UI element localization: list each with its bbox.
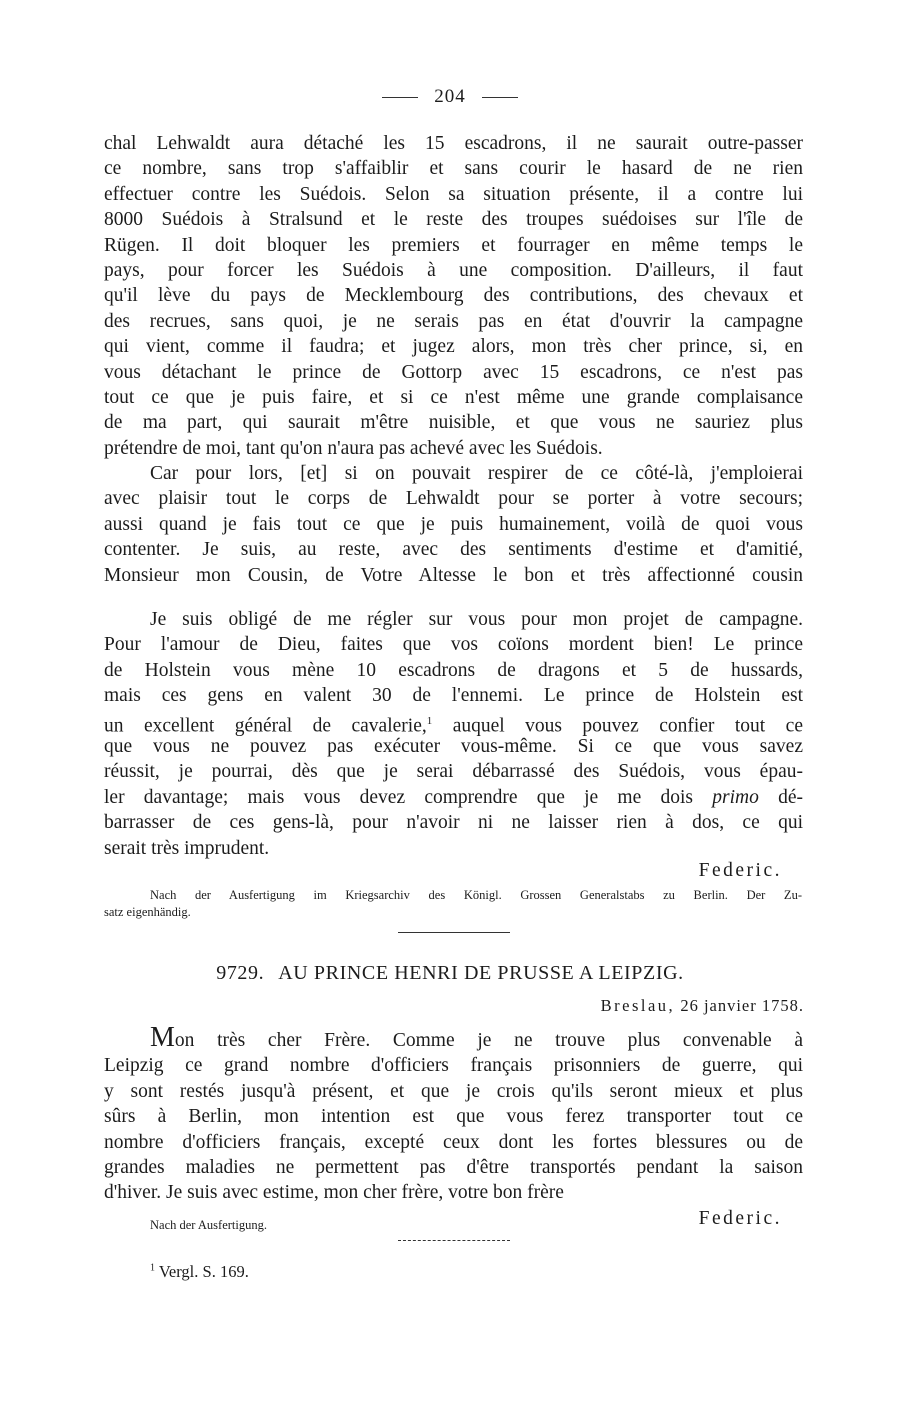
text-line: y sont restés jusqu'à présent, et que je crois qu'ils seront mieux et plus [104,1080,803,1102]
text-line: des recrues, sans quoi, je ne serais pas en état d'ouvrir la campagne [104,310,803,332]
header-dash-left [382,97,418,98]
text-segment: un excellent général de cavalerie, [104,715,427,737]
text-line: Rügen. Il doit bloquer les premiers et fourrager en même temps le [104,234,803,256]
source-note-letter1-cont: satz eigenhändig. [104,905,191,919]
letter2-heading [0,962,900,985]
text-line: mais ces gens en valent 30 de l'ennemi. Le prince de Holstein est [104,685,803,707]
text-line: pays, pour forcer les Suédois à une composition. D'ailleurs, il faut [104,259,803,281]
text-segment: auquel vous pouvez confier tout ce [432,715,803,737]
text-line: serait très imprudent. [104,837,270,859]
letter-title: AU PRINCE HENRI DE PRUSSE A LEIPZIG. [278,962,684,984]
letter1-paragraph-1 [104,131,803,461]
footnote [150,1262,249,1282]
source-note-line: Nach der Ausfertigung im Kriegsarchiv des Königl. Grossen Generalstabs zu Berlin. Der Zu- [150,888,802,902]
letter-number: 9729. [216,962,265,984]
text-line: contenter. Je suis, au reste, avec des sentiments d'estime et d'amitié, [104,539,803,561]
source-note-letter1 [150,887,802,904]
text-segment: dé- [758,786,803,808]
letter2-place-date [601,996,804,1016]
letter1-postscript [104,607,803,861]
text-line: qui vient, comme il faudra; et jugez alors, mon très cher prince, si, en [104,336,803,358]
text-line: de ma part, qui saurait m'être nuisible, et que vous ne sauriez plus [104,412,803,434]
text-line: tout ce que je puis faire, et si ce n'est même une grande complaisance [104,386,803,408]
footnote-text: Vergl. S. 169. [158,1262,249,1281]
signature-letter2: Federic. [698,1208,782,1229]
text-line [104,709,803,737]
text-line: qu'il lève du pays de Mecklembourg des contributions, des chevaux et [104,285,803,307]
text-line: avec plaisir tout le corps de Lehwaldt pour se porter à votre secours; [104,488,803,510]
source-note-letter2: Nach der Ausfertigung. [150,1218,267,1232]
text-line: réussit, je pourrai, dès que je serai débarrassé des Suédois, vous épau- [104,761,803,783]
text-line: Pour l'amour de Dieu, faites que vos coïons mordent bien! Le prince [104,634,803,656]
text-segment: ler davantage; mais vous devez comprendre que je me dois [104,786,713,808]
text-line: nombre d'officiers français, excepté ceux dont les fortes blessures ou de [104,1131,803,1153]
footnote-marker: 1 [426,714,433,727]
text-line [104,1022,803,1053]
drop-capital: M [150,1022,175,1053]
header-dash-right [482,97,518,98]
text-line: Monsieur mon Cousin, de Votre Altesse le bon et très affectionné cousin [104,564,803,586]
text-line: grandes maladies ne permettent pas d'être transportés pendant la saison [104,1156,803,1178]
italic-word: primo [712,786,759,808]
text-line [104,785,803,810]
text-line: sûrs à Berlin, mon intention est que vous ferez transporter tout ce [104,1106,803,1128]
letter1-paragraph-2 [104,461,803,588]
footnote-divider [398,1240,510,1241]
text-line: prétendre de moi, tant qu'on n'aura pas achevé avec les Suédois. [104,437,603,459]
text-segment: on très cher Frère. Comme je ne trouve plus convenable à [174,1030,803,1051]
letter2-body [104,1022,803,1206]
page-header [0,86,900,108]
text-line: chal Lehwaldt aura détaché les 15 escadrons, il ne saurait outre-passer [104,133,803,154]
text-line: effectuer contre les Suédois. Selon sa situation présente, il a contre lui [104,183,803,205]
signature-letter1: Federic. [698,860,782,881]
text-line: Je suis obligé de me régler sur vous pour mon projet de campagne. [150,609,803,630]
letter-place: Breslau, [600,996,676,1015]
text-line: ce nombre, sans trop s'affaiblir et sans courir le hasard de ne rien [104,158,803,180]
text-line: de Holstein vous mène 10 escadrons de dragons et 5 de hussards, [104,659,803,681]
text-line: d'hiver. Je suis avec estime, mon cher frère, votre bon frère [104,1182,564,1204]
text-line: vous détachant le prince de Gottorp avec 15 escadrons, ce n'est pas [104,361,803,383]
text-line: que vous ne pouvez pas exécuter vous-même. Si ce que vous savez [104,735,803,757]
page-number: 204 [434,86,466,107]
text-line: aussi quand je fais tout ce que je puis humainement, voilà de quoi vous [104,513,803,535]
text-line: Leipzig ce grand nombre d'officiers français prisonniers de guerre, qui [104,1055,803,1077]
section-divider [398,932,510,933]
text-line: barrasser de ces gens-là, pour n'avoir ni ne laisser rien à dos, ce qui [104,812,803,834]
text-line: Car pour lors, [et] si on pouvait respirer de ce côté-là, j'emploierai [150,463,803,484]
letter-date: 26 janvier 1758. [680,996,804,1015]
footnote-mark: 1 [150,1262,155,1274]
text-line: 8000 Suédois à Stralsund et le reste des troupes suédoises sur l'île de [104,209,803,231]
